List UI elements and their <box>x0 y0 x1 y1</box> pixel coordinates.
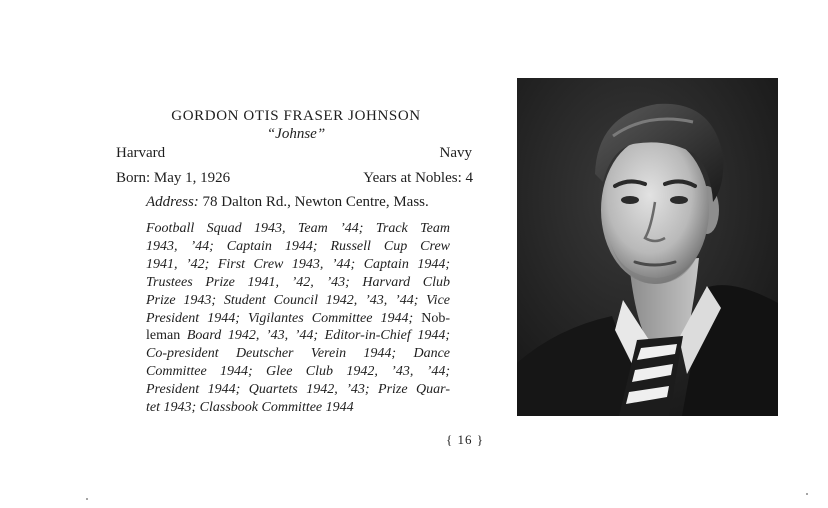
address <box>146 194 429 211</box>
activities-line: tet 1943; Classbook Committee 1944 <box>146 400 354 416</box>
student-nickname: “Johnse” <box>266 126 326 142</box>
activities-line: Co-president Deutscher Verein 1944; Dance <box>146 346 450 362</box>
student-name: GORDON OTIS FRASER JOHNSON <box>171 108 421 124</box>
activities-line: 1941, ’42; First Crew 1943, ’44; Captain 1944; <box>146 256 450 272</box>
portrait-illustration <box>517 78 778 416</box>
activities-segment: Nob- <box>413 310 450 326</box>
activities-line: Prize 1943; Student Council 1942, ’43, ’44; Vice <box>146 292 450 308</box>
college-label: Harvard <box>116 145 166 161</box>
years-at-school: Years at Nobles: 4 <box>363 170 473 186</box>
activities-segment: President 1944; Vigilantes Committee 1944; <box>146 310 414 326</box>
activities-segment: leman <box>146 328 181 344</box>
activities-paragraph <box>146 220 450 417</box>
activities-line: Football Squad 1943, Team ’44; Track Team <box>146 221 450 236</box>
activities-line: Trustees Prize 1941, ’42, ’43; Harvard Club <box>146 274 450 290</box>
page-number: { 16 } <box>446 432 484 447</box>
paper-speck <box>86 498 88 500</box>
paper-speck <box>806 493 808 495</box>
activities-line <box>146 310 450 328</box>
address-value: 78 Dalton Rd., Newton Centre, Mass. <box>202 194 429 210</box>
birth-date: Born: May 1, 1926 <box>116 170 231 186</box>
activities-line: 1943, ’44; Captain 1944; Russell Cup Crew <box>146 238 450 254</box>
activities-segment: Board 1942, ’43, ’44; Editor-in-Chief 1944; <box>180 328 450 344</box>
activities-line: President 1944; Quartets 1942, ’43; Prize Quar- <box>146 382 450 398</box>
student-portrait-photo <box>517 78 778 416</box>
activities-line <box>146 327 450 345</box>
service-label: Navy <box>439 145 472 161</box>
activities-line: Committee 1944; Glee Club 1942, ’43, ’44; <box>146 364 450 380</box>
address-label: Address: <box>146 194 199 210</box>
